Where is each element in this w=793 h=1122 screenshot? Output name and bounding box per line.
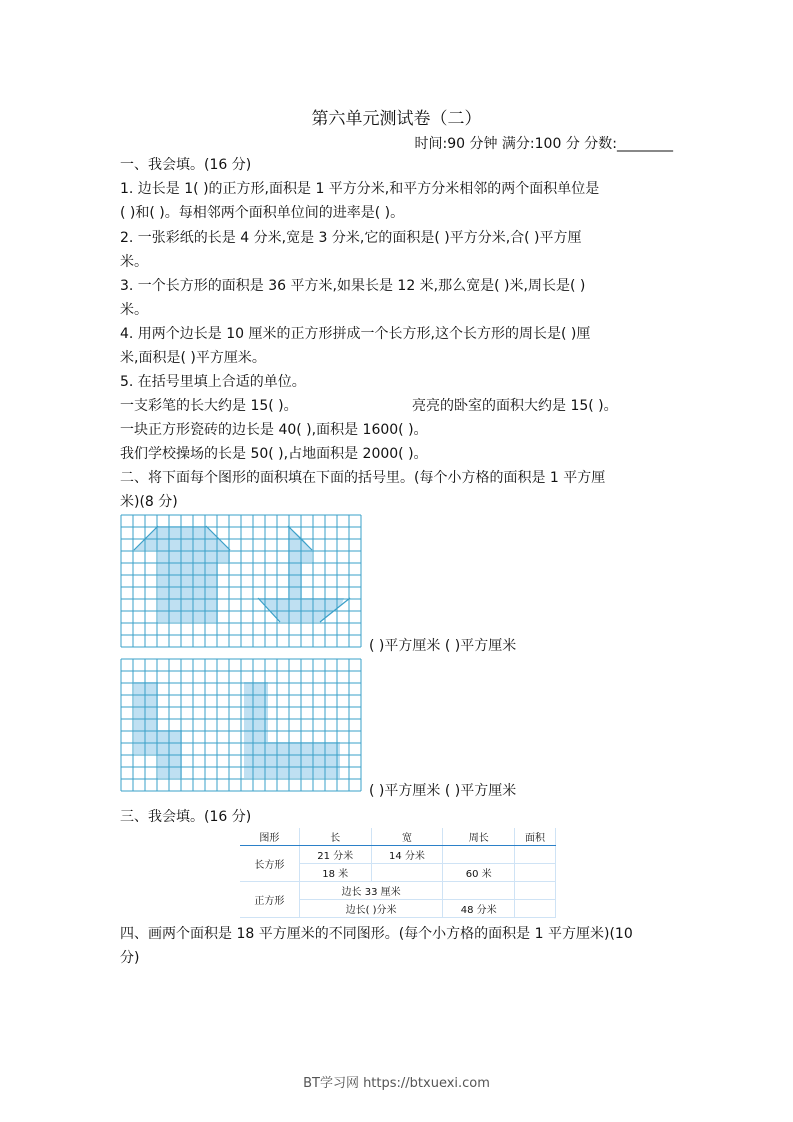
question-5-row-1b: 亮亮的卧室的面积大约是 15( )。 — [412, 398, 618, 414]
question-1-line-1: 1. 边长是 1( )的正方形,面积是 1 平方分米,和平方分米相邻的两个面积单位是 — [120, 181, 600, 197]
table-cell: 60 米 — [443, 864, 515, 882]
table-cell: 21 分米 — [299, 846, 371, 864]
table-row — [240, 846, 556, 864]
table-header: 宽 — [371, 828, 443, 846]
question-5-row-1a: 一支彩笔的长大约是 15( )。 — [120, 398, 298, 414]
table-cell — [515, 900, 556, 918]
table-cell — [371, 864, 443, 882]
question-1-line-2: ( )和( )。每相邻两个面积单位间的进率是( )。 — [120, 205, 405, 221]
grid-2-lines — [121, 659, 361, 791]
fill-table — [240, 828, 556, 918]
table-cell: 48 分米 — [443, 900, 515, 918]
question-4-line-2: 米,面积是( )平方厘米。 — [120, 350, 266, 366]
row-label-rect: 长方形 — [240, 846, 299, 882]
table-cell: 边长 33 厘米 — [299, 882, 443, 900]
table-cell — [443, 846, 515, 864]
grid-1-answers: ( )平方厘米 ( )平方厘米 — [369, 638, 517, 654]
table-header: 长 — [299, 828, 371, 846]
section-3-title: 三、我会填。(16 分) — [120, 809, 252, 825]
section-2-title: 二、将下面每个图形的面积填在下面的括号里。(每个小方格的面积是 1 平方厘 — [120, 470, 606, 486]
section-1-title: 一、我会填。(16 分) — [120, 157, 252, 173]
question-3-line-1: 3. 一个长方形的面积是 36 平方米,如果长是 12 米,那么宽是( )米,周长是( ) — [120, 278, 586, 294]
section-4-title: 四、画两个面积是 18 平方厘米的不同图形。(每个小方格的面积是 1 平方厘米)(10 — [120, 926, 633, 942]
question-5-row-2: 一块正方形瓷砖的边长是 40( ),面积是 1600( )。 — [120, 422, 428, 438]
table-header: 周长 — [443, 828, 515, 846]
question-3-line-2: 米。 — [120, 302, 148, 318]
table-cell — [515, 846, 556, 864]
table-header: 面积 — [515, 828, 556, 846]
table-cell — [443, 882, 515, 900]
shape-l-right — [244, 682, 340, 778]
row-label-square: 正方形 — [240, 882, 299, 918]
table-cell — [515, 864, 556, 882]
grid-2-shapes — [134, 682, 340, 778]
shape-l-left — [134, 682, 182, 778]
table-header: 图形 — [240, 828, 299, 846]
shape-arrow — [134, 526, 230, 622]
grid-2-answers: ( )平方厘米 ( )平方厘米 — [369, 783, 517, 799]
page-title: 第六单元测试卷（二） — [311, 109, 482, 129]
footer-watermark: BT学习网 https://btxuexi.com — [303, 1076, 490, 1091]
grid-1-shapes — [134, 526, 350, 622]
section-2-title-cont: 米)(8 分) — [120, 494, 178, 510]
grid-figure-1 — [120, 514, 368, 650]
table-cell — [515, 882, 556, 900]
question-5-row-3: 我们学校操场的长是 50( ),占地面积是 2000( )。 — [120, 446, 428, 462]
table-cell: 14 分米 — [371, 846, 443, 864]
table-cell: 边长( )分米 — [299, 900, 443, 918]
question-2-line-2: 米。 — [120, 254, 148, 270]
section-4-title-cont: 分) — [120, 950, 140, 966]
grid-figure-2 — [120, 658, 368, 794]
question-5: 5. 在括号里填上合适的单位。 — [120, 374, 306, 390]
table-row — [240, 882, 556, 900]
exam-meta: 时间:90 分钟 满分:100 分 分数:________ — [414, 136, 673, 152]
question-2-line-1: 2. 一张彩纸的长是 4 分米,宽是 3 分米,它的面积是( )平方分米,合( )平方厘 — [120, 230, 582, 246]
grid-1-lines — [121, 515, 361, 647]
table-cell: 18 米 — [299, 864, 371, 882]
table-header-row — [240, 828, 556, 846]
question-4-line-1: 4. 用两个边长是 10 厘米的正方形拼成一个长方形,这个长方形的周长是( )厘 — [120, 326, 591, 342]
